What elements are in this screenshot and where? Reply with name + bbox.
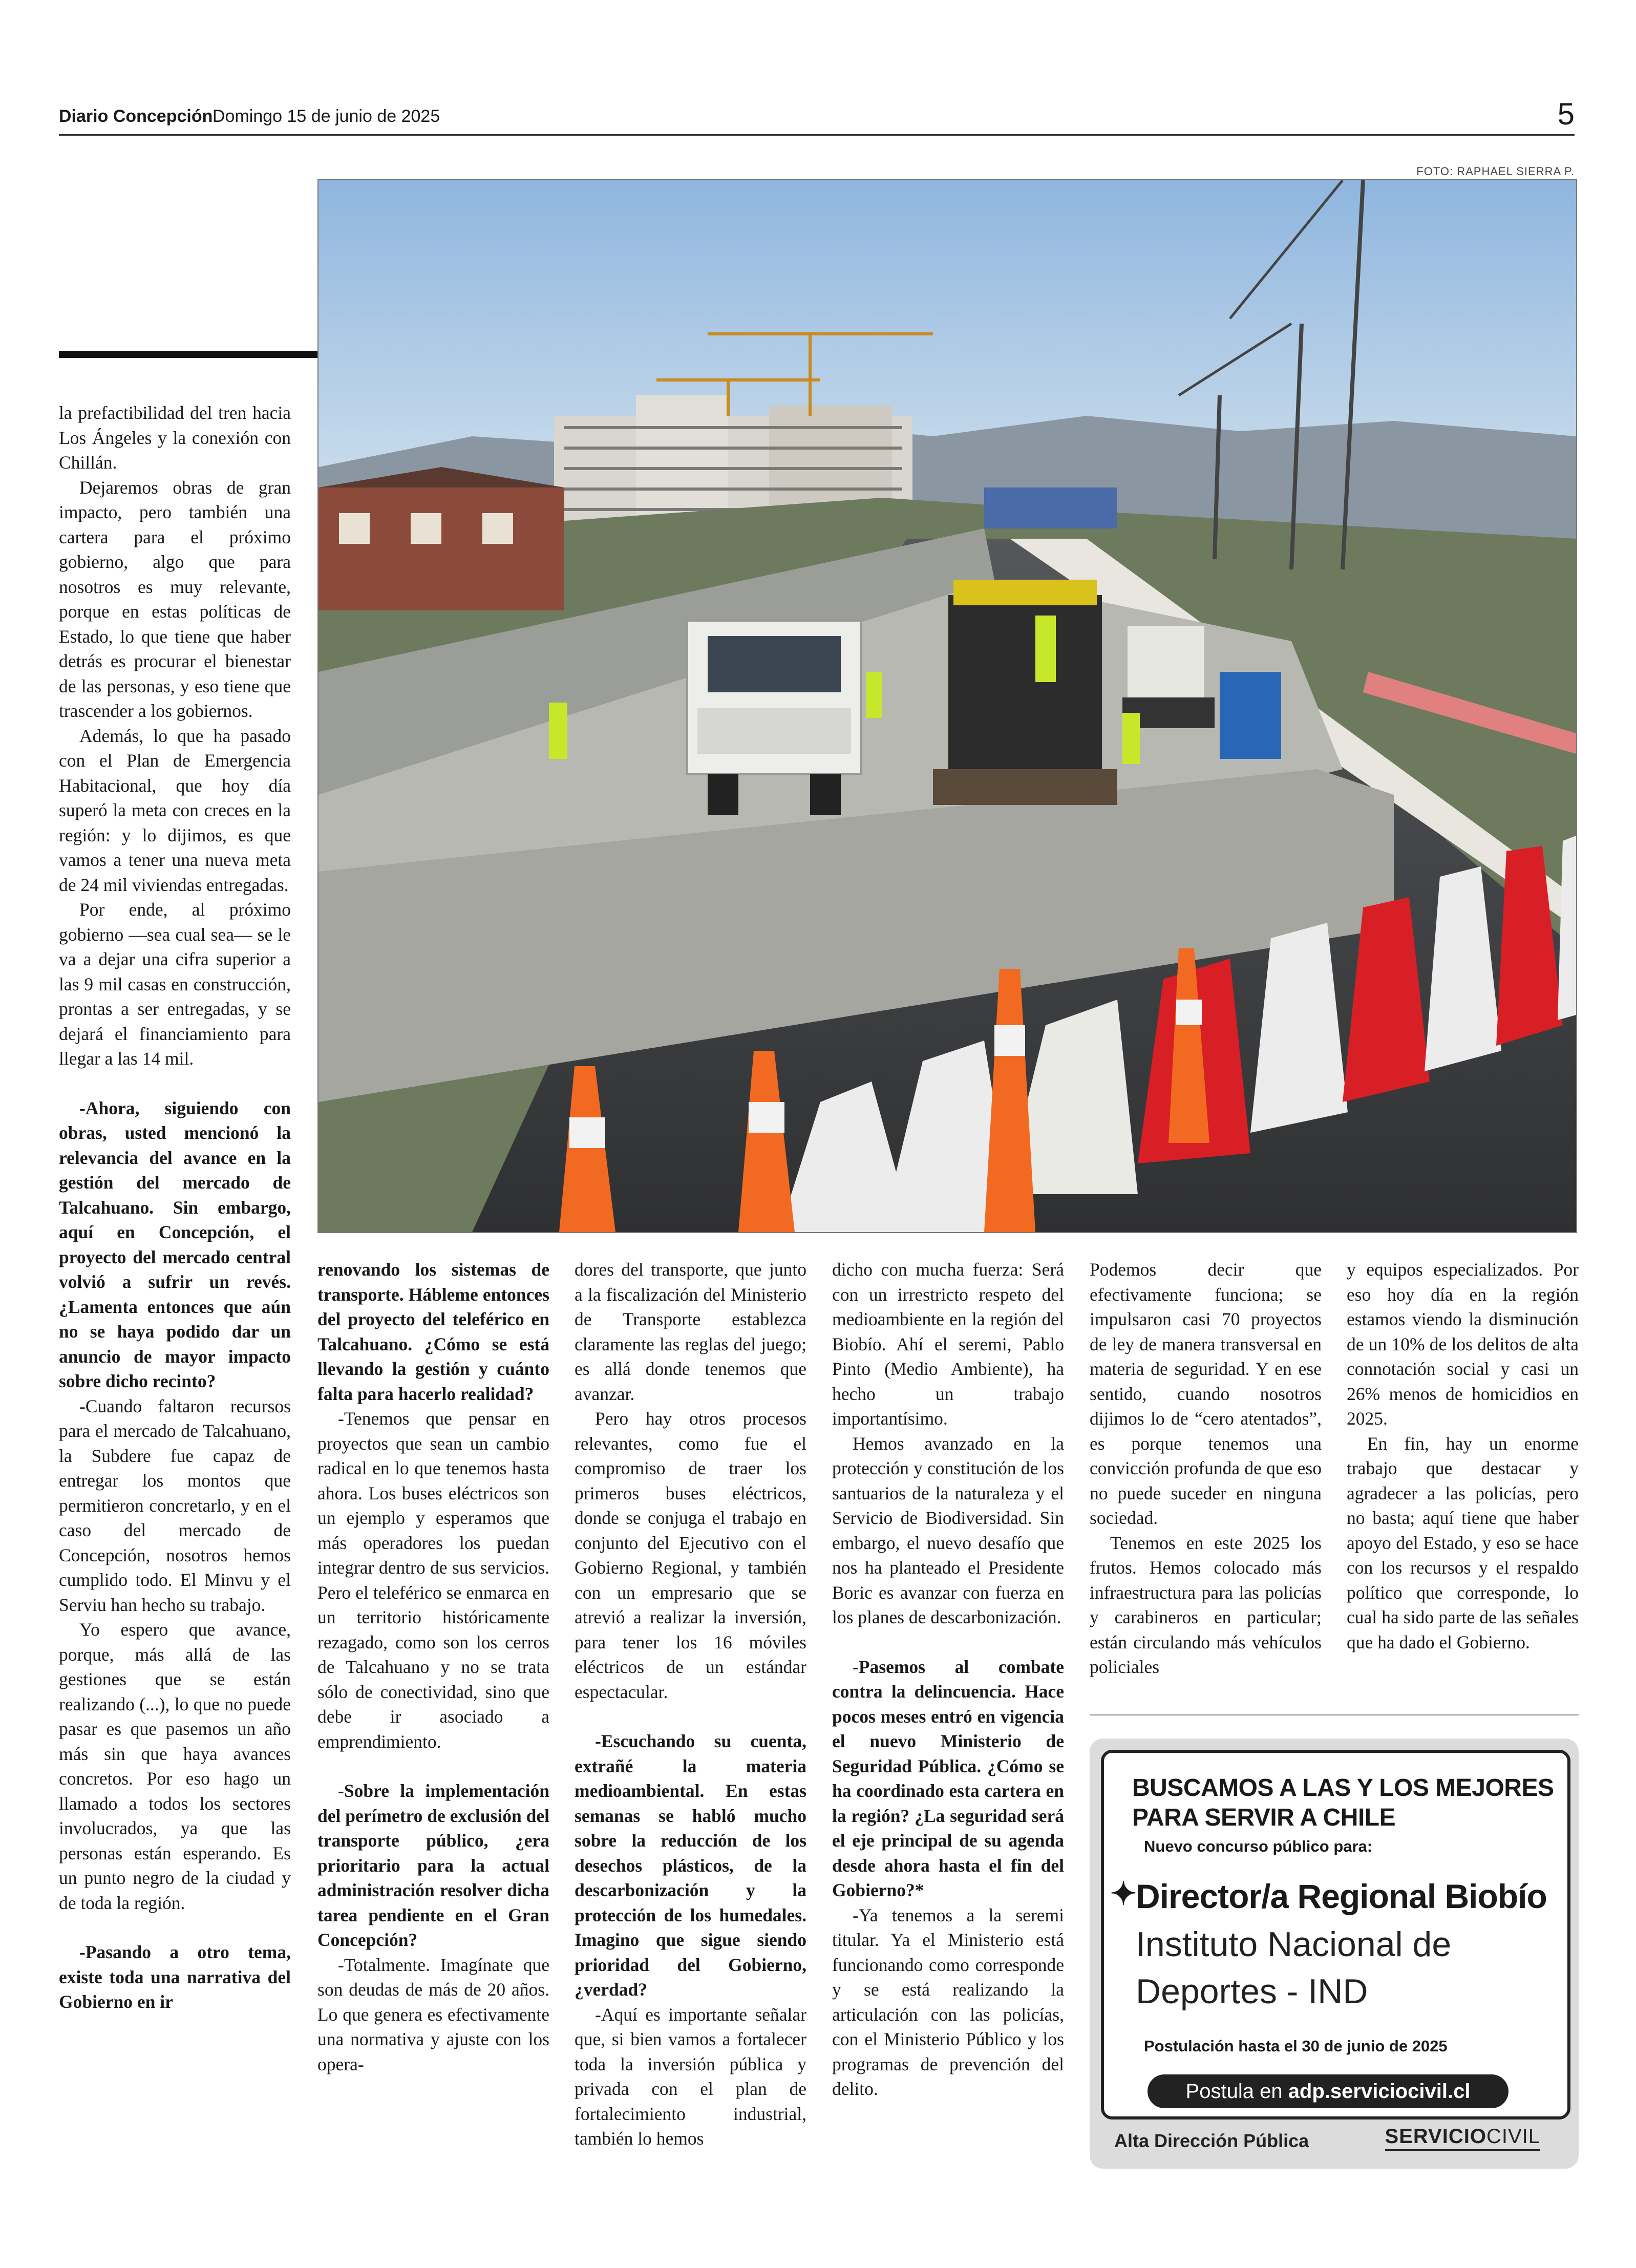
paragraph: -Aquí es importante señalar que, si bien vamos a fortalecer toda la inversión pública y privada con el plan de fortalecimiento industrial, también lo hemos	[575, 2004, 806, 2149]
servicio-civil-logo	[1385, 2125, 1540, 2151]
paragraph: Por ende, al próximo gobierno —sea cual sea— se le va a dejar una cifra superior a las 9 mil casas en construcción, prontas a ser entregadas, y se dejará el financiamiento para llegar a las 14 mil.	[59, 899, 291, 1069]
column-1	[59, 400, 291, 2015]
ad-footer-left: Alta Dirección Pública	[1114, 2130, 1309, 2151]
paragraph: Dejaremos obras de gran impacto, pero también una cartera para el próximo gobierno, algo que para nosotros es muy relevante, porque en estas políticas de Estado, lo que tiene que haber detrás es procurar el bienestar de las personas, y eso tiene que trascender a los gobiernos.	[59, 477, 291, 721]
ad-institution	[1136, 1921, 1451, 2015]
question: -Ahora, siguiendo con obras, usted mencionó la relevancia del avance en la gestión del mercado de Talcahuano. Sin embargo, aquí en Concepción, el proyecto del mercado central volvió a sufrir un revés. ¿Lamenta entonces que aún no se haya podido dar un anuncio de mayor impacto sobre dicho recinto?	[59, 1097, 291, 1391]
logo-text: CIVIL	[1486, 2125, 1540, 2148]
paragraph: y equipos especializados. Por eso hoy día en la región estamos viendo la disminución de un 10% de los delitos de alta connotación social y casi un 26% menos de homicidios en 2025.	[1347, 1259, 1579, 1429]
ad-deadline: Postulación hasta el 30 de junio de 2025	[1144, 2037, 1448, 2055]
paragraph: -Totalmente. Imagínate que son deudas de más de 20 años. Lo que genera es efectivamente una normativa y ajuste con los opera-	[317, 1954, 549, 2074]
ad-institution-line-1: Instituto Nacional de	[1136, 1925, 1452, 1964]
paragraph: -Ya tenemos a la seremi titular. Ya el Ministerio está funcionando como corresponde y se está realizando la articulación con las policías, con el Ministerio Público y los programas de prevención del delito.	[832, 1904, 1064, 2099]
paragraph: -Tenemos que pensar en proyectos que sean un cambio radical en lo que tenemos hasta ahora. Los buses eléctricos son un ejemplo y esperamos que más operadores los puedan integrar dentro de sus servicios. Pero el teleférico se enmarca en un territorio históricamente rezagado, como son los cerros de Talcahuano y no se trata sólo de conectividad, sino que debe ir asociado a emprendimiento.	[317, 1408, 549, 1752]
paragraph: En fin, hay un enorme trabajo que destacar y agradecer a las policías, pero no basta; aquí tiene que haber apoyo del Estado, y eso se hace con los recursos y el respaldo político que corresponde, lo cual ha sido parte de las señales que ha dado el Gobierno.	[1347, 1433, 1579, 1652]
paragraph: Hemos avanzado en la protección y constitución de los santuarios de la naturaleza y el Servicio de Biodiversidad. Sin embargo, el nuevo desafío que nos ha planteado el Presidente Boric es avanzar con fuerza en los planes de descarbonización.	[832, 1433, 1064, 1627]
ad-headline	[1132, 1773, 1554, 1833]
paragraph: -Cuando faltaron recursos para el mercado de Talcahuano, la Subdere fue capaz de entregar los montos que permitieron concretarlo, y en el caso del mercado de Concepción, nosotros hemos cumplido todo. El Minvu y el Serviu han hecho su trabajo.	[59, 1395, 291, 1615]
portable-toilet	[1220, 672, 1281, 759]
paragraph: Pero hay otros procesos relevantes, como fue el compromiso de traer los primeros buses eléctricos, donde se conjuga el trabajo en conjunto del Ejecutivo con el Gobierno Regional, y también con un empresario que se atrevió a realizar la inversión, para tener los 16 móviles eléctricos de un estándar espectacular.	[575, 1408, 806, 1702]
question: -Pasemos al combate contra la delincuencia. Hace pocos meses entró en vigencia el nuevo Ministerio de Seguridad Pública. ¿Cómo se ha coordinado esta cartera en la región? ¿La seguridad será el eje principal de su agenda desde ahora hasta el fin del Gobierno?*	[832, 1656, 1064, 1900]
apply-button-prefix: Postula en	[1185, 2080, 1288, 2103]
paragraph: la prefactibilidad del tren hacia Los Ángeles y la conexión con Chillán.	[59, 402, 291, 473]
houses-left	[318, 467, 564, 610]
ad-divider	[1090, 1714, 1579, 1715]
question: -Escuchando su cuenta, extrañé la materia medioambiental. En estas semanas se habló mucho sobre la reducción de los desechos plásticos, de la descarbonización y la protección de los humedales. Imagino que sigue siendo prioridad del Gobierno, ¿verdad?	[575, 1731, 806, 2000]
ad-headline-line-1: BUSCAMOS A LAS Y LOS MEJORES	[1132, 1774, 1554, 1801]
column-3	[575, 1257, 806, 2151]
paragraph: Tenemos en este 2025 los frutos. Hemos colocado más infraestructura para las policías y carabineros en particular; están circulando más vehículos policiales	[1090, 1532, 1322, 1677]
paragraph: Podemos decir que efectivamente funciona; se impulsaron casi 70 proyectos de ley de manera transversal en materia de seguridad. Y en ese sentido, cuando nosotros dijimos lo de “cero atentados”, es porque tenemos una convicción profunda de que eso no puede suceder en ninguna sociedad.	[1090, 1259, 1322, 1528]
ad-institution-line-2: Deportes - IND	[1136, 1972, 1368, 2011]
star-icon: ✦	[1110, 1876, 1137, 1912]
question: -Pasando a otro tema, existe toda una narrativa del Gobierno en ir	[59, 1942, 291, 2012]
newspaper-name: Diario Concepción	[59, 107, 213, 126]
roadworks-photo	[317, 179, 1577, 1233]
ad-role: Director/a Regional Biobío	[1136, 1877, 1547, 1915]
question: renovando los sistemas de transporte. Hábleme entonces del proyecto del teleférico en Talcahuano. ¿Cómo se está llevando la gestión y cuánto falta para hacerlo realidad?	[317, 1259, 549, 1404]
paragraph: Yo espero que avance, porque, más allá de las gestiones que se están realizando (...), lo que no puede pasar es que pasemos un año más sin que haya avances concretos. Por eso hago un llamado a todos los sectores involucrados, ya que las personas están esperando. Es un punto negro de la ciudad y de toda la región.	[59, 1619, 291, 1913]
ad-headline-line-2: PARA SERVIR A CHILE	[1132, 1804, 1396, 1831]
column-4	[832, 1257, 1064, 2102]
job-advertisement	[1090, 1739, 1579, 2169]
photo-credit: FOTO: RAPHAEL SIERRA P.	[1416, 165, 1575, 178]
paragraph: dores del transporte, que junto a la fiscalización del Ministerio de Transporte establezca claramente las reglas del juego; es allá donde tenemos que avanzar.	[575, 1259, 806, 1404]
asphalt-paver	[933, 580, 1117, 805]
header-rule	[59, 134, 1575, 136]
logo-text-bold: SERVICIO	[1385, 2125, 1486, 2148]
overhead-sign	[984, 487, 1117, 528]
apply-button-url: adp.serviciocivil.cl	[1288, 2080, 1471, 2103]
paragraph: Además, lo que ha pasado con el Plan de Emergencia Habitacional, que hoy día superó la meta con creces en la región: y lo dijimos, es que vamos a tener una nueva meta de 24 mil viviendas entregadas.	[59, 725, 291, 895]
paragraph: dicho con mucha fuerza: Será con un irrestricto respeto del medioambiente en la región del Biobío. Ahí el seremi, Pablo Pinto (Medio Ambiente), ha hecho un trabajo importantísimo.	[832, 1259, 1064, 1429]
question: -Sobre la implementación del perímetro de exclusión del transporte público, ¿era prioritario para la actual administración resolver dicha tarea pendiente en el Gran Concepción?	[317, 1781, 549, 1950]
roadworks-illustration	[318, 180, 1576, 1232]
column-5	[1090, 1257, 1322, 1680]
page-number: 5	[1557, 97, 1575, 131]
column-2	[317, 1257, 549, 2076]
column-6	[1347, 1257, 1579, 1655]
column-top-bar	[59, 351, 317, 358]
issue-date: Domingo 15 de junio de 2025	[213, 107, 440, 126]
ad-subtitle: Nuevo concurso público para:	[1144, 1837, 1373, 1855]
ad-frame	[1101, 1750, 1570, 2119]
page-header	[59, 97, 1575, 136]
apply-button[interactable]	[1148, 2074, 1508, 2108]
